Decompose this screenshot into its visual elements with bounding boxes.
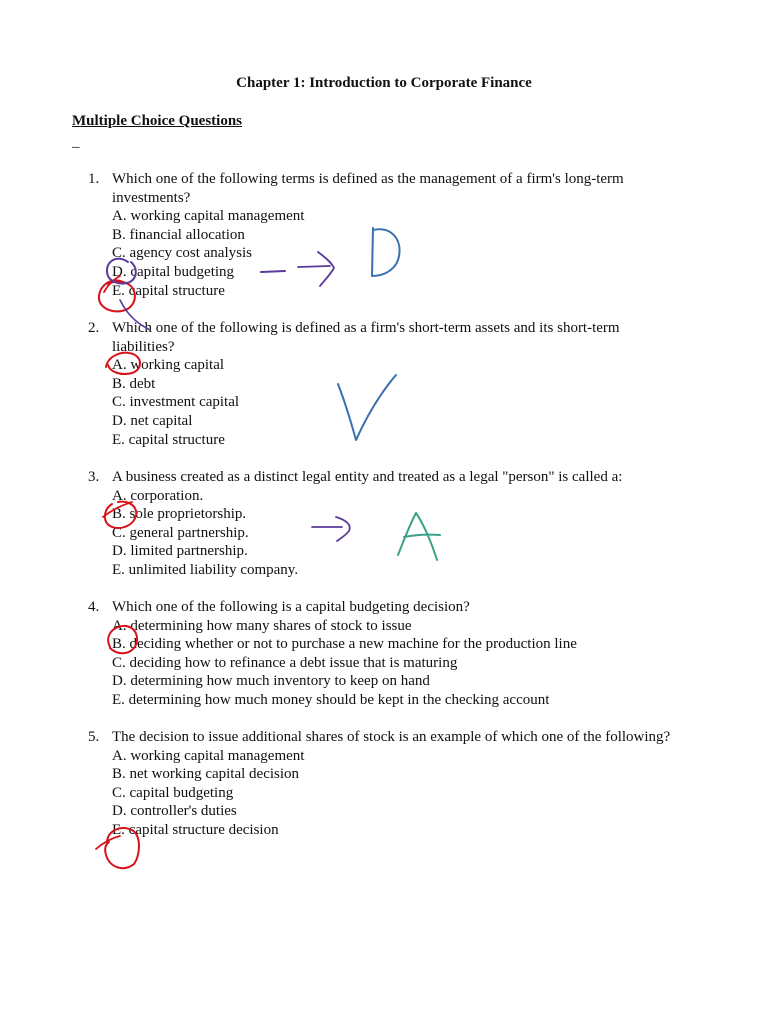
option-c: C. general partnership. xyxy=(112,524,249,541)
option-e: E. capital structure xyxy=(112,431,225,448)
question-text: The decision to issue additional shares of stock is an example of which one of the following? xyxy=(112,729,671,745)
option-c: C. capital budgeting xyxy=(112,784,234,801)
option-b: B. net working capital decision xyxy=(112,766,300,783)
option-e: E. capital structure decision xyxy=(112,821,279,838)
option-a: A. working capital management xyxy=(112,747,305,764)
option-b: B. deciding whether or not to purchase a new machine for the production line xyxy=(112,636,577,653)
question-text: Which one of the following terms is defined as the management of a firm's long-term investments? xyxy=(112,171,624,206)
question-text: A business created as a distinct legal entity and treated as a legal "person" is called a: xyxy=(112,469,623,485)
option-c: C. agency cost analysis xyxy=(112,245,252,262)
option-d: D. net capital xyxy=(112,412,193,429)
question-number: 3. xyxy=(88,469,100,485)
option-e: E. unlimited liability company. xyxy=(112,561,299,578)
question-text: Which one of the following is defined as a firm's short-term assets and its short-term liabilities? xyxy=(112,320,620,355)
question-number: 4. xyxy=(88,599,100,615)
option-a: A. working capital xyxy=(112,357,225,374)
option-c: C. investment capital xyxy=(112,394,240,411)
option-a: A. determining how many shares of stock to issue xyxy=(112,617,412,634)
page-title: Chapter 1: Introduction to Corporate Finance xyxy=(236,75,532,91)
question-text: Which one of the following is a capital budgeting decision? xyxy=(112,599,470,615)
question-number: 5. xyxy=(88,729,100,745)
option-d: D. limited partnership. xyxy=(112,543,248,560)
section-heading: Multiple Choice Questions xyxy=(72,113,243,129)
option-e: E. capital structure xyxy=(112,282,225,299)
option-d: D. controller's duties xyxy=(112,803,237,820)
option-b: B. sole proprietorship. xyxy=(112,506,247,523)
option-d: D. capital budgeting xyxy=(112,263,235,280)
option-d: D. determining how much inventory to keep on hand xyxy=(112,673,430,690)
option-c: C. deciding how to refinance a debt issue that is maturing xyxy=(112,654,458,671)
option-a: A. working capital management xyxy=(112,208,305,225)
question-number: 1. xyxy=(88,171,100,187)
option-e: E. determining how much money should be kept in the checking account xyxy=(112,691,550,708)
option-b: B. debt xyxy=(112,375,156,392)
stray-underscore: _ xyxy=(72,134,80,150)
option-a: A. corporation. xyxy=(112,487,204,504)
question-number: 2. xyxy=(88,320,100,336)
option-b: B. financial allocation xyxy=(112,226,245,243)
